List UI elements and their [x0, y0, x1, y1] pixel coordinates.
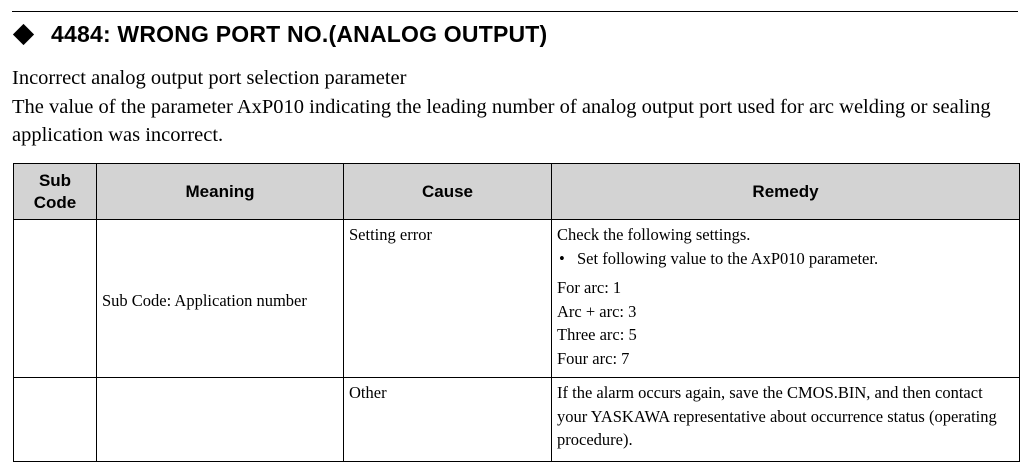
- remedy-value: Four arc: 7: [557, 348, 630, 368]
- header-remedy: Remedy: [552, 164, 1020, 220]
- table-row: [14, 378, 1020, 462]
- alarm-table: [13, 163, 1020, 462]
- alarm-title: 4484: WRONG PORT NO.(ANALOG OUTPUT): [51, 20, 548, 47]
- remedy-intro: Check the following settings.: [557, 225, 751, 244]
- alarm-description: The value of the parameter AxP010 indicating the leading number of analog output port used for arc welding or sealing application was incorrect.: [12, 95, 991, 146]
- alarm-heading: [12, 18, 547, 50]
- header-meaning: Meaning: [97, 164, 344, 220]
- remedy-value: For arc: 1: [557, 278, 622, 297]
- remedy-cell: [552, 220, 1020, 378]
- header-sub-code: Sub Code: [14, 164, 97, 220]
- sub-code-cell: [14, 378, 97, 462]
- remedy-value: Arc + arc: 3: [557, 301, 637, 321]
- header-cause: Cause: [344, 164, 552, 220]
- remedy-value: Three arc: 5: [557, 325, 637, 344]
- alarm-intro: [12, 64, 1017, 150]
- remedy-bullet: [557, 247, 1014, 271]
- alarm-summary: Incorrect analog output port selection parameter: [12, 67, 407, 89]
- meaning-cell: [97, 378, 344, 462]
- cause-cell: Setting error: [344, 220, 552, 378]
- bullet-dot-icon: •: [559, 248, 565, 268]
- cause-cell: Other: [344, 378, 552, 462]
- sub-code-cell: [14, 220, 97, 378]
- table-row: [14, 220, 1020, 378]
- table-header-row: [14, 164, 1020, 220]
- remedy-cell: If the alarm occurs again, save the CMOS.BIN, and then contact your YASKAWA representative about occurrence status (operating procedure).: [552, 378, 1020, 462]
- top-rule: [12, 11, 1018, 12]
- diamond-bullet-icon: [13, 23, 34, 44]
- meaning-cell: Sub Code: Application number: [97, 220, 344, 378]
- remedy-bullet-text: Set following value to the AxP010 parameter.: [577, 248, 879, 268]
